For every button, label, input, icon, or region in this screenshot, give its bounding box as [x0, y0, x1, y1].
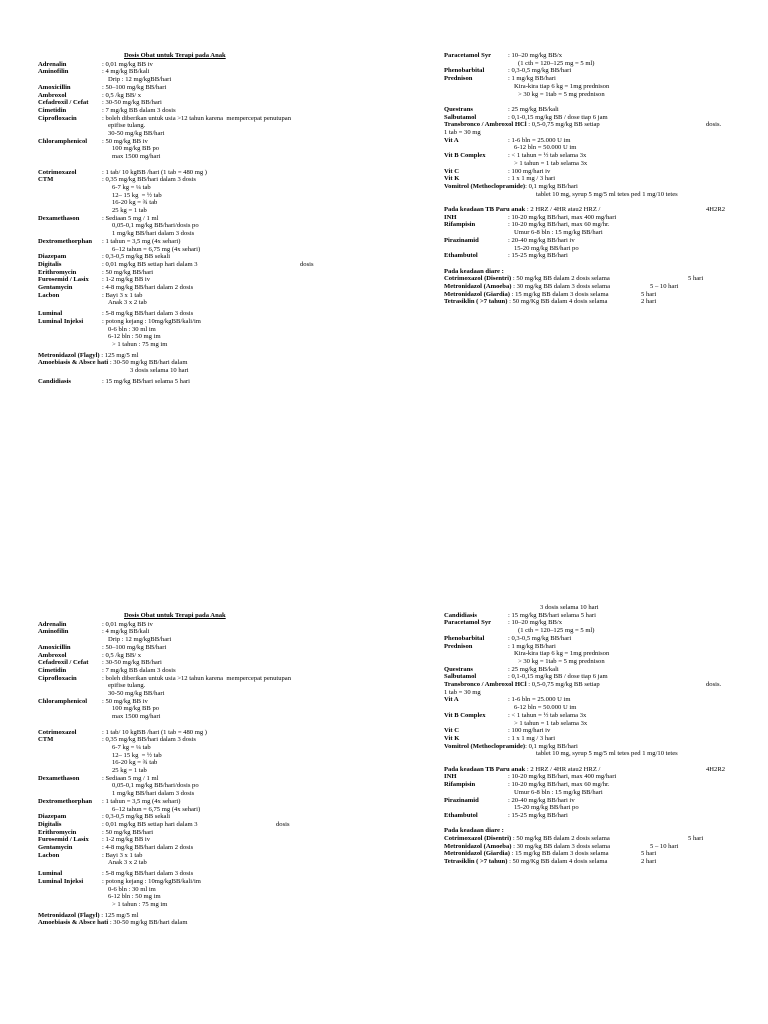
drug-lacbon: Lacbon : Bayi 3 x 1 tab [38, 291, 143, 299]
drug-inh: INH : 10-20 mg/kg BB/hari, max 400 mg/hari [444, 213, 617, 221]
spacer [444, 98, 744, 106]
drug-chloramphenicol: Chloramphenicol : 50 mg/kg BB iv [38, 137, 148, 145]
drug-cotrimoxazol-disentri: Cotrimoxazol (Disentri) : 50 mg/kg BB dalam 2 dosis selama 5 hari [444, 275, 704, 283]
duration: 5 – 10 hari [650, 842, 679, 850]
spacer [444, 820, 744, 828]
ctm-line: 25 kg = 1 tab [112, 207, 147, 215]
drug-amoebiasis: Amoebiasis & Absce hati : 30-50 mg/kg BB/hari dalam [38, 359, 188, 367]
lacbon-line: Anak 3 x 2 tab [108, 299, 147, 307]
drug-vomitrol: Vomitrol (Methoclopramide): 0,1 mg/kg BB/hari [444, 182, 578, 190]
prednison-line: Kira-kira tiap 6 kg = 1mg prednison [514, 650, 610, 658]
luminal-injeksi-line: > 1 tahun : 75 mg im [112, 341, 168, 348]
drug-phenobarbital: Phenobarbital : 0,3-0,5 mg/kg BB/hari [444, 634, 572, 642]
duration: 5 – 10 hari [650, 283, 679, 291]
vit-a-line: 6-12 bln = 50.000 U im [514, 704, 577, 712]
drug-cimetidin: Cimetidin : 7 mg/kg BB dalam 3 dosis [38, 666, 176, 674]
drug-phenobarbital: Phenobarbital : 0,3-0,5 mg/kg BB/hari [444, 67, 572, 75]
paracetamol-line: (1 cth = 120–125 mg = 5 ml) [518, 627, 595, 635]
digitalis-dosis: dosis [276, 820, 290, 828]
drug-cotrimoxazol-disentri: Cotrimoxazol (Disentri) : 50 mg/kg BB dalam 2 dosis selama 5 hari [444, 835, 704, 843]
drug-vit-k: Vit K : 1 x 1 mg / 3 hari [444, 734, 556, 742]
drug-diazepam: Diazepam : 0,3-0,5 mg/kg BB sekali [38, 253, 171, 261]
drug-candidiasis: Candidiasis : 15 mg/kg BB/hari selama 5 hari [38, 377, 190, 385]
drug-ambroxol: Ambroxol : 0,5 /kg BB/ x [38, 91, 142, 99]
drug-ciprofloxacin: Ciprofloxacin : boleh diberikan untuk usia >12 tahun karena mempercepat penutupan [38, 674, 292, 682]
drug-salbutamol: Salbutamol : 0,1-0,15 mg/kg BB / dose tiap 6 jam [444, 113, 608, 121]
drug-ciprofloxacin: Ciprofloxacin : boleh diberikan untuk usia >12 tahun karena mempercepat penutupan [38, 114, 292, 122]
drug-ethambutol: Ethambutol : 15-25 mg/kg BB/hari [444, 811, 568, 819]
drug-cefadroxil: Cefadroxil / Cefat : 30-50 mg/kg BB/hari [38, 99, 162, 107]
vit-b-line: > 1 tahun = 1 tab selama 3x [514, 159, 588, 167]
ctm-line: 16-20 kg = ¾ tab [112, 759, 158, 767]
drug-ethambutol: Ethambutol : 15-25 mg/kg BB/hari [444, 252, 568, 260]
transbronco-dosis: dosis. [706, 681, 722, 689]
duration: 5 hari [688, 835, 704, 843]
drug-luminal: Luminal : 5-8 mg/kg BB/hari dalam 3 dosis [38, 310, 194, 318]
drug-amoxicillin: Amoxicillin : 50–100 mg/kg BB/hari [38, 83, 167, 91]
drug-tetrasiklin: Tetrasiklin ( >7 tahun) : 50 mg/Kg BB dalam 4 dosis selama 2 hari [444, 858, 657, 866]
drug-digitalis: Digitalis : 0,01 mg/kg BB setiap hari dalam 3 dosis [38, 260, 314, 268]
ciprofloxacin-line: epifise tulang. [108, 122, 146, 130]
ctm-line: 12– 15 kg = ½ tab [112, 751, 162, 759]
drug-prednison: Prednison : 1 mg/kg BB/hari [444, 642, 556, 650]
rifampisin-line: Umur 6-8 bln : 15 mg/kg BB/hari [514, 229, 603, 237]
document-title: Dosis Obat untuk Terapi pada Anak [124, 52, 226, 59]
vomitrol-line: tablet 10 mg, syrup 5 mg/5 ml tetes ped 1 mg/10 tetes [536, 190, 678, 198]
left-column [38, 612, 388, 927]
transbronco-line: 1 tab = 30 mg [444, 129, 481, 137]
spacer [444, 758, 744, 766]
drug-cotrimoxazol: Cotrimoxazol : 1 tab/ 10 kgBB /hari (1 tab = 480 mg ) [38, 168, 207, 176]
chloramphenicol-line: 100 mg/kg BB po [112, 705, 160, 713]
drug-ambroxol: Ambroxol : 0,5 /kg BB/ x [38, 651, 142, 659]
drug-paracetamol: Paracetamol Syr : 10–20 mg/kg BB/x [444, 52, 563, 59]
amoebiasis-line: 3 dosis selama 10 hari [130, 367, 189, 375]
drug-metronidazol: Metronidazol (Flagyl) : 125 mg/5 ml [38, 351, 139, 359]
drug-questrans: Questrans : 25 mg/kg BB/kali [444, 665, 559, 673]
prednison-line: > 30 kg = 1tab = 5 mg prednison [518, 657, 605, 665]
drug-lacbon: Lacbon : Bayi 3 x 1 tab [38, 851, 143, 859]
dextromethorphan-line: 6–12 tahun = 6,75 mg (4x sehari) [112, 245, 201, 253]
drug-digitalis: Digitalis : 0,01 mg/kg BB setiap hari dalam 3 dosis [38, 820, 290, 828]
drug-dextromethorphan: Dextromethorphan : 1 tahun = 3,5 mg (4x sehari) [38, 237, 181, 245]
drug-chloramphenicol: Chloramphenicol : 50 mg/kg BB iv [38, 697, 148, 705]
drug-erithromycin: Erithromycin : 50 mg/kg BB/hari [38, 268, 154, 276]
luminal-injeksi-line: 0-6 bln : 30 ml im [108, 325, 156, 333]
drug-furosemid: Furosemid / Lasix : 1-2 mg/kg BB iv [38, 836, 150, 844]
drug-rifampisin: Rifampisin : 10-20 mg/kg BB/hari, max 60 mg/hr. [444, 781, 610, 789]
tb-paru-heading: Pada keadaan TB Paru anak : 2 HRZ / 4HR atau2 HRZ / 4H2R2 [444, 206, 726, 214]
drug-dexamethason: Dexamethason : Sediaan 5 mg / 1 ml [38, 774, 159, 782]
ctm-line: 16-20 kg = ¾ tab [112, 199, 158, 207]
transbronco-line: 1 tab = 30 mg [444, 688, 481, 696]
drug-paracetamol: Paracetamol Syr : 10–20 mg/kg BB/x [444, 619, 563, 627]
duration: 2 hari [641, 858, 657, 866]
drug-vomitrol: Vomitrol (Methoclopramide): 0,1 mg/kg BB/hari [444, 742, 578, 750]
drug-vit-k: Vit K : 1 x 1 mg / 3 hari [444, 175, 556, 183]
drug-ctm: CTM : 0,35 mg/kg BB/hari dalam 3 dosis [38, 176, 196, 184]
tb-regimen-tail: 4H2R2 [706, 206, 726, 214]
dexamethason-line: 1 mg/kg BB/hari dalam 3 dosis [112, 230, 195, 238]
tb-paru-heading: Pada keadaan TB Paru anak : 2 HRZ / 4HR atau2 HRZ / 4H2R2 [444, 765, 726, 773]
drug-metronidazol-giardia: Metronidazol (Giardia) : 15 mg/kg BB dalam 3 dosis selama 5 hari [444, 290, 657, 298]
tb-regimen-tail: 4H2R2 [706, 765, 726, 773]
lacbon-line: Anak 3 x 2 tab [108, 859, 147, 867]
drug-adrenalin: Adrenalin : 0,01 mg/kg BB iv [38, 60, 153, 68]
vomitrol-line: tablet 10 mg, syrup 5 mg/5 ml tetes ped 1 mg/10 tetes [536, 750, 678, 758]
spacer [38, 721, 388, 729]
dextromethorphan-line: 6–12 tahun = 6,75 mg (4x sehari) [112, 805, 201, 813]
drug-metronidazol-giardia: Metronidazol (Giardia) : 15 mg/kg BB dalam 3 dosis selama 5 hari [444, 850, 657, 858]
drug-dextromethorphan: Dextromethorphan : 1 tahun = 3,5 mg (4x sehari) [38, 797, 181, 805]
luminal-injeksi-line: 6-12 bln : 50 mg im [108, 333, 161, 341]
drug-amoxicillin: Amoxicillin : 50–100 mg/kg BB/hari [38, 643, 167, 651]
drug-metronidazol: Metronidazol (Flagyl) : 125 mg/5 ml [38, 911, 139, 919]
drug-pirazinamid: Pirazinamid : 20-40 mg/kg BB/hari iv [444, 796, 575, 804]
vit-b-line: > 1 tahun = 1 tab selama 3x [514, 719, 588, 727]
ctm-line: 6-7 kg = ¼ tab [112, 183, 151, 191]
luminal-injeksi-line: 0-6 bln : 30 ml im [108, 885, 156, 893]
drug-gentamycin: Gentamycin : 4-8 mg/kg BB/hari dalam 2 dosis [38, 284, 194, 292]
drug-transbronco: Transbronco / Ambroxol HCl : 0,5-0,75 mg/kg BB setiap dosis. [444, 121, 722, 129]
drug-ctm: CTM : 0,35 mg/kg BB/hari dalam 3 dosis [38, 736, 196, 744]
drug-furosemid: Furosemid / Lasix : 1-2 mg/kg BB iv [38, 276, 150, 284]
diare-heading: Pada keadaan diare : [444, 827, 504, 835]
drug-vit-a: Vit A : 1-6 bln = 25.000 U im [444, 136, 571, 144]
drug-transbronco: Transbronco / Ambroxol HCl : 0,5-0,75 mg/kg BB setiap dosis. [444, 681, 722, 689]
document-title: Dosis Obat untuk Terapi pada Anak [124, 612, 226, 619]
left-column [38, 52, 388, 386]
drug-prednison: Prednison : 1 mg/kg BB/hari [444, 75, 556, 83]
luminal-injeksi-line: > 1 tahun : 75 mg im [112, 901, 168, 908]
drug-aminofilin: Aminofilin : 4 mg/kg BB/kali [38, 68, 150, 76]
drug-rifampisin: Rifampisin : 10-20 mg/kg BB/hari, max 60 mg/hr. [444, 221, 610, 229]
aminofilin-drip: Drip : 12 mg/kgBB/hari [108, 76, 172, 84]
chloramphenicol-line: 100 mg/kg BB po [112, 145, 160, 153]
drug-aminofilin: Aminofilin : 4 mg/kg BB/kali [38, 628, 150, 636]
paracetamol-line: (1 cth = 120–125 mg = 5 ml) [518, 59, 595, 67]
ciprofloxacin-line: 30-50 mg/kg BB/hari [108, 130, 165, 138]
drug-metronidazol-amoeba: Metronidazol (Amoeba) : 30 mg/kg BB dalam 3 dosis selama 5 – 10 hari [444, 842, 679, 850]
page-2 [0, 512, 768, 1024]
amoebiasis-continuation: 3 dosis selama 10 hari [540, 604, 599, 611]
aminofilin-drip: Drip : 12 mg/kgBB/hari [108, 636, 172, 644]
drug-dexamethason: Dexamethason : Sediaan 5 mg / 1 ml [38, 214, 159, 222]
drug-questrans: Questrans : 25 mg/kg BB/kali [444, 105, 559, 113]
dexamethason-line: 1 mg/kg BB/hari dalam 3 dosis [112, 790, 195, 798]
pirazinamid-line: 15-20 mg/kg BB/hari po [514, 244, 579, 252]
drug-salbutamol: Salbutamol : 0,1-0,15 mg/kg BB / dose tiap 6 jam [444, 673, 608, 681]
vit-a-line: 6-12 bln = 50.000 U im [514, 144, 577, 152]
rifampisin-line: Umur 6-8 bln : 15 mg/kg BB/hari [514, 788, 603, 796]
drug-cimetidin: Cimetidin : 7 mg/kg BB dalam 3 dosis [38, 106, 176, 114]
chloramphenicol-line: max 1500 mg/hari [112, 713, 161, 721]
drug-diazepam: Diazepam : 0,3-0,5 mg/kg BB sekali [38, 813, 171, 821]
drug-adrenalin: Adrenalin : 0,01 mg/kg BB iv [38, 620, 153, 628]
duration: 5 hari [641, 850, 657, 858]
drug-vit-c: Vit C : 100 mg/hari iv [444, 167, 551, 175]
drug-candidiasis: Candidiasis : 15 mg/kg BB/hari selama 5 hari [444, 611, 596, 619]
drug-tetrasiklin: Tetrasiklin ( >7 tahun) : 50 mg/Kg BB dalam 4 dosis selama 2 hari [444, 298, 657, 306]
drug-vit-c: Vit C : 100 mg/hari iv [444, 727, 551, 735]
luminal-injeksi-line: 6-12 bln : 50 mg im [108, 893, 161, 901]
drug-cefadroxil: Cefadroxil / Cefat : 30-50 mg/kg BB/hari [38, 659, 162, 667]
spacer [444, 260, 744, 268]
prednison-line: Kira-kira tiap 6 kg = 1mg prednison [514, 82, 610, 90]
ctm-line: 25 kg = 1 tab [112, 767, 147, 775]
drug-gentamycin: Gentamycin : 4-8 mg/kg BB/hari dalam 2 dosis [38, 844, 194, 852]
drug-amoebiasis: Amoebiasis & Absce hati : 30-50 mg/kg BB/hari dalam [38, 919, 188, 927]
drug-cotrimoxazol: Cotrimoxazol : 1 tab/ 10 kgBB /hari (1 tab = 480 mg ) [38, 728, 207, 736]
drug-luminal-injeksi: Luminal Injeksi : potong kejang : 10mg/kgBB/kali/im [38, 877, 201, 885]
spacer [444, 198, 744, 206]
drug-erithromycin: Erithromycin : 50 mg/kg BB/hari [38, 828, 154, 836]
prednison-line: > 30 kg = 1tab = 5 mg prednison [518, 90, 605, 98]
drug-vit-a: Vit A : 1-6 bln = 25.000 U im [444, 696, 571, 704]
drug-vit-b: Vit B Complex : < 1 tahun = ½ tab selama 3x [444, 711, 587, 719]
drug-luminal: Luminal : 5-8 mg/kg BB/hari dalam 3 dosis [38, 870, 194, 878]
dexamethason-line: 0,05-0,1 mg/kg BB/hari/dosis po [112, 782, 199, 790]
dexamethason-line: 0,05-0,1 mg/kg BB/hari/dosis po [112, 222, 199, 230]
diare-heading: Pada keadaan diare : [444, 267, 504, 275]
chloramphenicol-line: max 1500 mg/hari [112, 153, 161, 161]
duration: 5 hari [641, 290, 657, 298]
pirazinamid-line: 15-20 mg/kg BB/hari po [514, 804, 579, 812]
ciprofloxacin-line: epifise tulang. [108, 682, 146, 690]
drug-metronidazol-amoeba: Metronidazol (Amoeba) : 30 mg/kg BB dalam 3 dosis selama 5 – 10 hari [444, 283, 679, 291]
ciprofloxacin-line: 30-50 mg/kg BB/hari [108, 690, 165, 698]
duration: 2 hari [641, 298, 657, 306]
transbronco-dosis: dosis. [706, 121, 722, 129]
right-column [444, 604, 744, 866]
drug-inh: INH : 10-20 mg/kg BB/hari, max 400 mg/hari [444, 773, 617, 781]
right-column [444, 52, 744, 306]
drug-pirazinamid: Pirazinamid : 20-40 mg/kg BB/hari iv [444, 236, 575, 244]
drug-vit-b: Vit B Complex : < 1 tahun = ½ tab selama 3x [444, 152, 587, 160]
ctm-line: 6-7 kg = ¼ tab [112, 743, 151, 751]
duration: 5 hari [688, 275, 704, 283]
ctm-line: 12– 15 kg = ½ tab [112, 191, 162, 199]
digitalis-dosis: dosis [300, 260, 314, 268]
drug-luminal-injeksi: Luminal Injeksi : potong kejang : 10mg/kgBB/kali/im [38, 317, 201, 325]
spacer [38, 161, 388, 169]
